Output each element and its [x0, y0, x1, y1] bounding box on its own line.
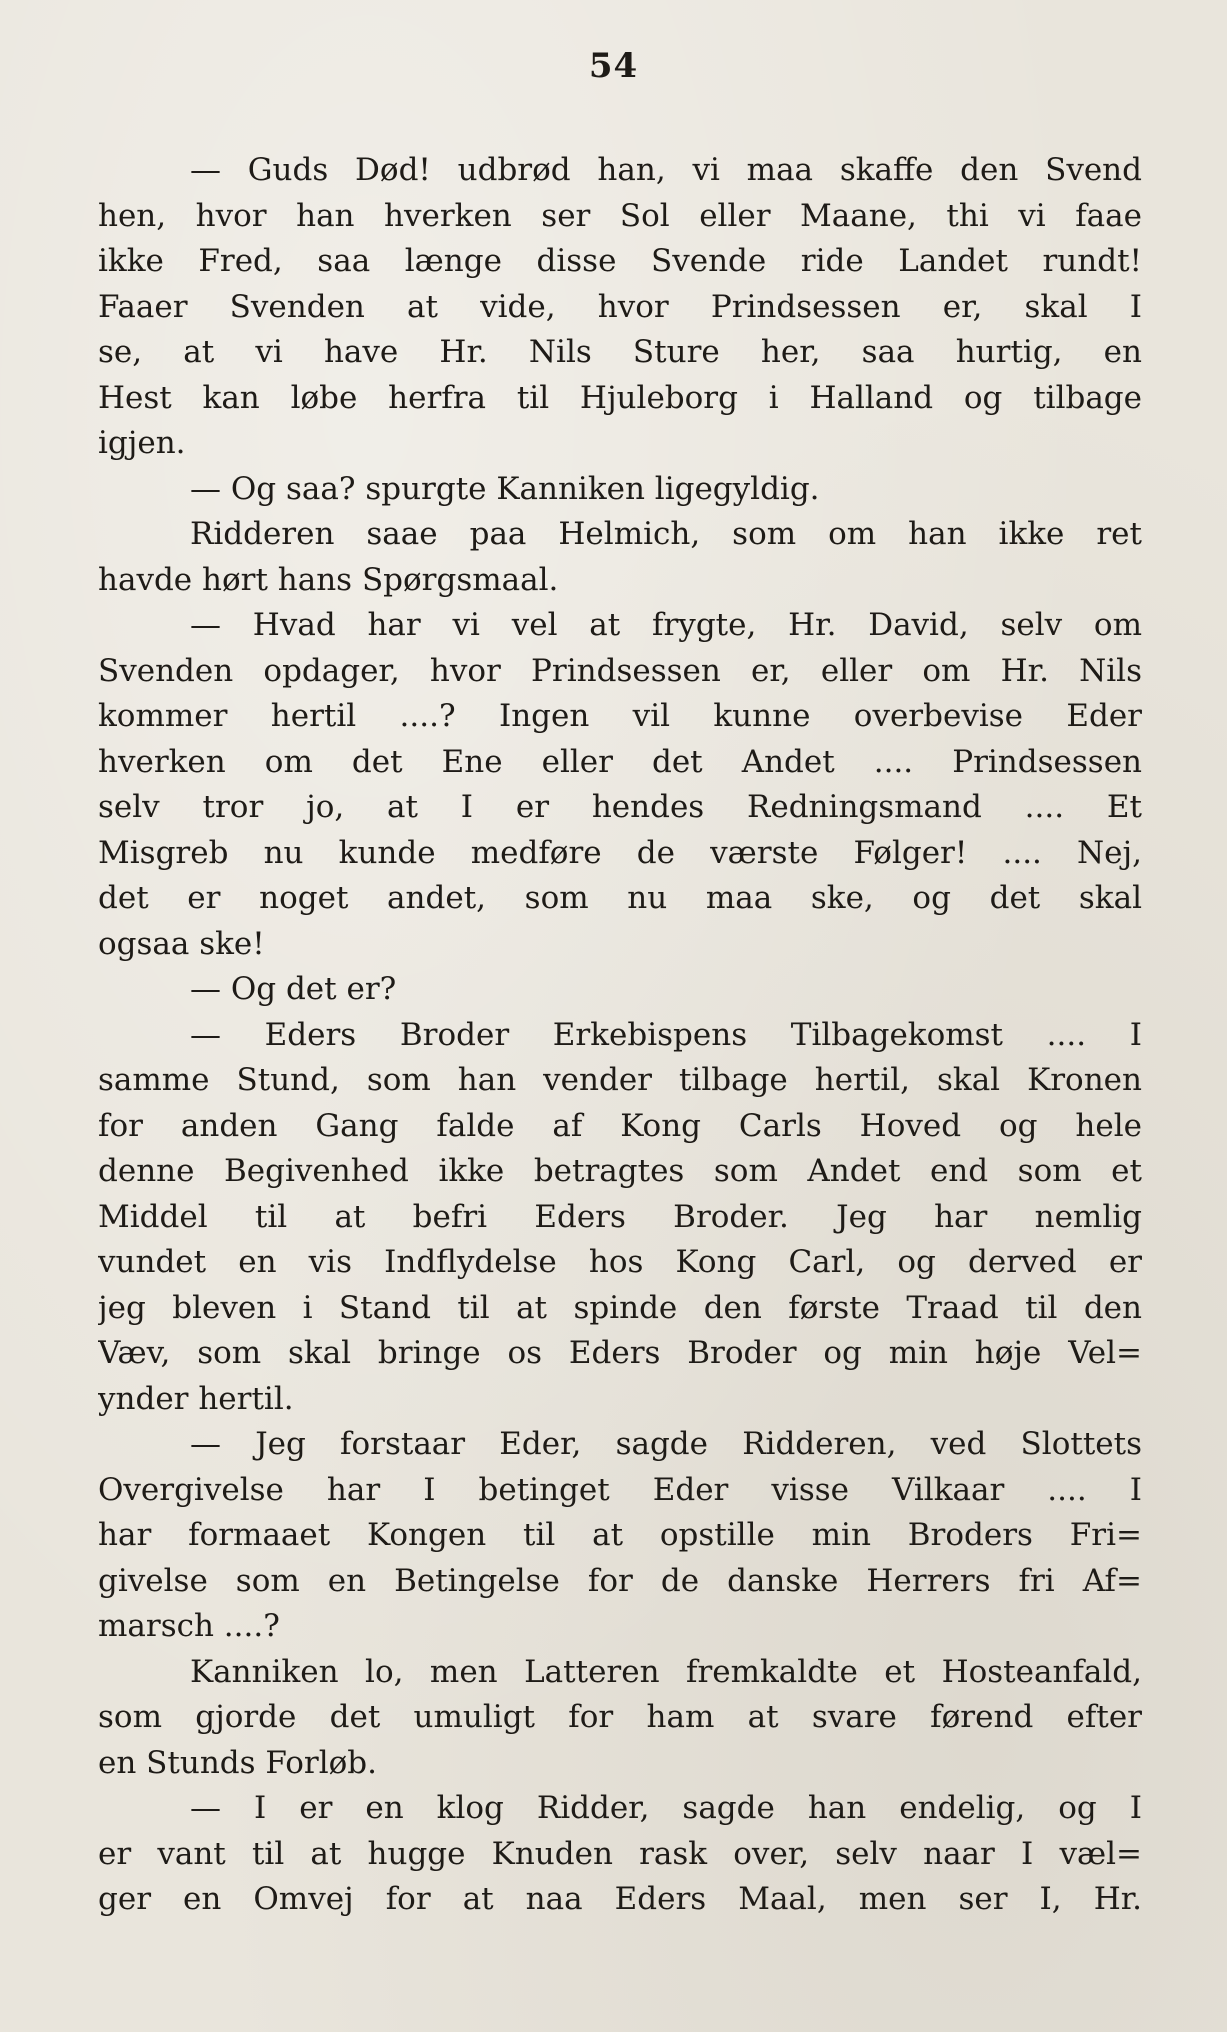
text-line: marsch ....? — [98, 1608, 280, 1644]
text-line: ikke Fred, saa længe disse Svende ride Landet rundt! — [98, 243, 1142, 279]
text-line: ogsaa ske! — [98, 925, 265, 962]
text-line: samme Stund, som han vender tilbage hertil, skal Kronen — [98, 1062, 1142, 1098]
text-line: en Stunds Forløb. — [98, 1744, 377, 1781]
text-line: jeg bleven i Stand til at spinde den første Traad til den — [98, 1289, 1142, 1326]
text-line: Middel til at befri Eders Broder. Jeg har nemlig — [98, 1198, 1142, 1235]
text-line: ger en Omvej for at naa Eders Maal, men ser I, Hr. — [98, 1881, 1142, 1917]
text-line: se, at vi have Hr. Nils Sture her, saa hurtig, en — [98, 334, 1142, 370]
text-line: vundet en vis Indflydelse hos Kong Carl, og derved er — [98, 1244, 1142, 1280]
text-line: Kanniken lo, men Latteren fremkaldte et Hosteanfald, — [190, 1653, 1142, 1690]
text-line: denne Begivenhed ikke betragtes som Andet end som et — [98, 1153, 1142, 1189]
text-line: som gjorde det umuligt for ham at svare førend efter — [98, 1699, 1142, 1735]
text-line: Hest kan løbe herfra til Hjuleborg i Halland og tilbage — [98, 379, 1142, 416]
text-line: — Og saa? spurgte Kanniken ligegyldig. — [190, 470, 820, 507]
text-line: er vant til at hugge Knuden rask over, selv naar I væl= — [98, 1835, 1142, 1872]
text-line: Misgreb nu kunde medføre de værste Følger! .... Nej, — [98, 834, 1142, 871]
text-line: hverken om det Ene eller det Andet .... Prindsessen — [98, 743, 1142, 780]
text-line: — Jeg forstaar Eder, sagde Ridderen, ved Slottets — [190, 1426, 1142, 1462]
text-line: har formaaet Kongen til at opstille min Broders Fri= — [98, 1517, 1142, 1553]
text-line: givelse som en Betingelse for de danske Herrers fri Af= — [98, 1562, 1142, 1599]
text-line: kommer hertil ....? Ingen vil kunne overbevise Eder — [98, 698, 1142, 734]
text-line: ynder hertil. — [98, 1380, 294, 1417]
text-line: igjen. — [98, 425, 186, 461]
text-line: Overgivelse har I betinget Eder visse Vilkaar .... I — [98, 1471, 1142, 1508]
text-line: hen, hvor han hverken ser Sol eller Maane, thi vi faae — [98, 197, 1142, 234]
text-line: Væv, som skal bringe os Eders Broder og min høje Vel= — [98, 1335, 1142, 1371]
text-line: Faaer Svenden at vide, hvor Prindsessen er, skal I — [98, 288, 1142, 325]
text-line: — Eders Broder Erkebispens Tilbagekomst .... I — [190, 1016, 1142, 1053]
text-line: selv tror jo, at I er hendes Redningsmand .... Et — [98, 789, 1142, 825]
text-line: Ridderen saae paa Helmich, som om han ikke ret — [190, 516, 1142, 552]
text-line: — Hvad har vi vel at frygte, Hr. David, selv om — [190, 607, 1142, 643]
text-line: — I er en klog Ridder, sagde han endelig, og I — [190, 1790, 1142, 1826]
text-line: for anden Gang falde af Kong Carls Hoved og hele — [98, 1107, 1142, 1144]
text-line: havde hørt hans Spørgsmaal. — [98, 561, 559, 598]
text-line: — Og det er? — [190, 971, 397, 1007]
text-line: Svenden opdager, hvor Prindsessen er, eller om Hr. Nils — [98, 652, 1142, 689]
page-number: 54 — [588, 46, 639, 86]
text-line: det er noget andet, som nu maa ske, og det skal — [98, 880, 1142, 916]
body-text — [98, 148, 1142, 1923]
text-line: — Guds Død! udbrød han, vi maa skaffe den Svend — [190, 152, 1142, 188]
